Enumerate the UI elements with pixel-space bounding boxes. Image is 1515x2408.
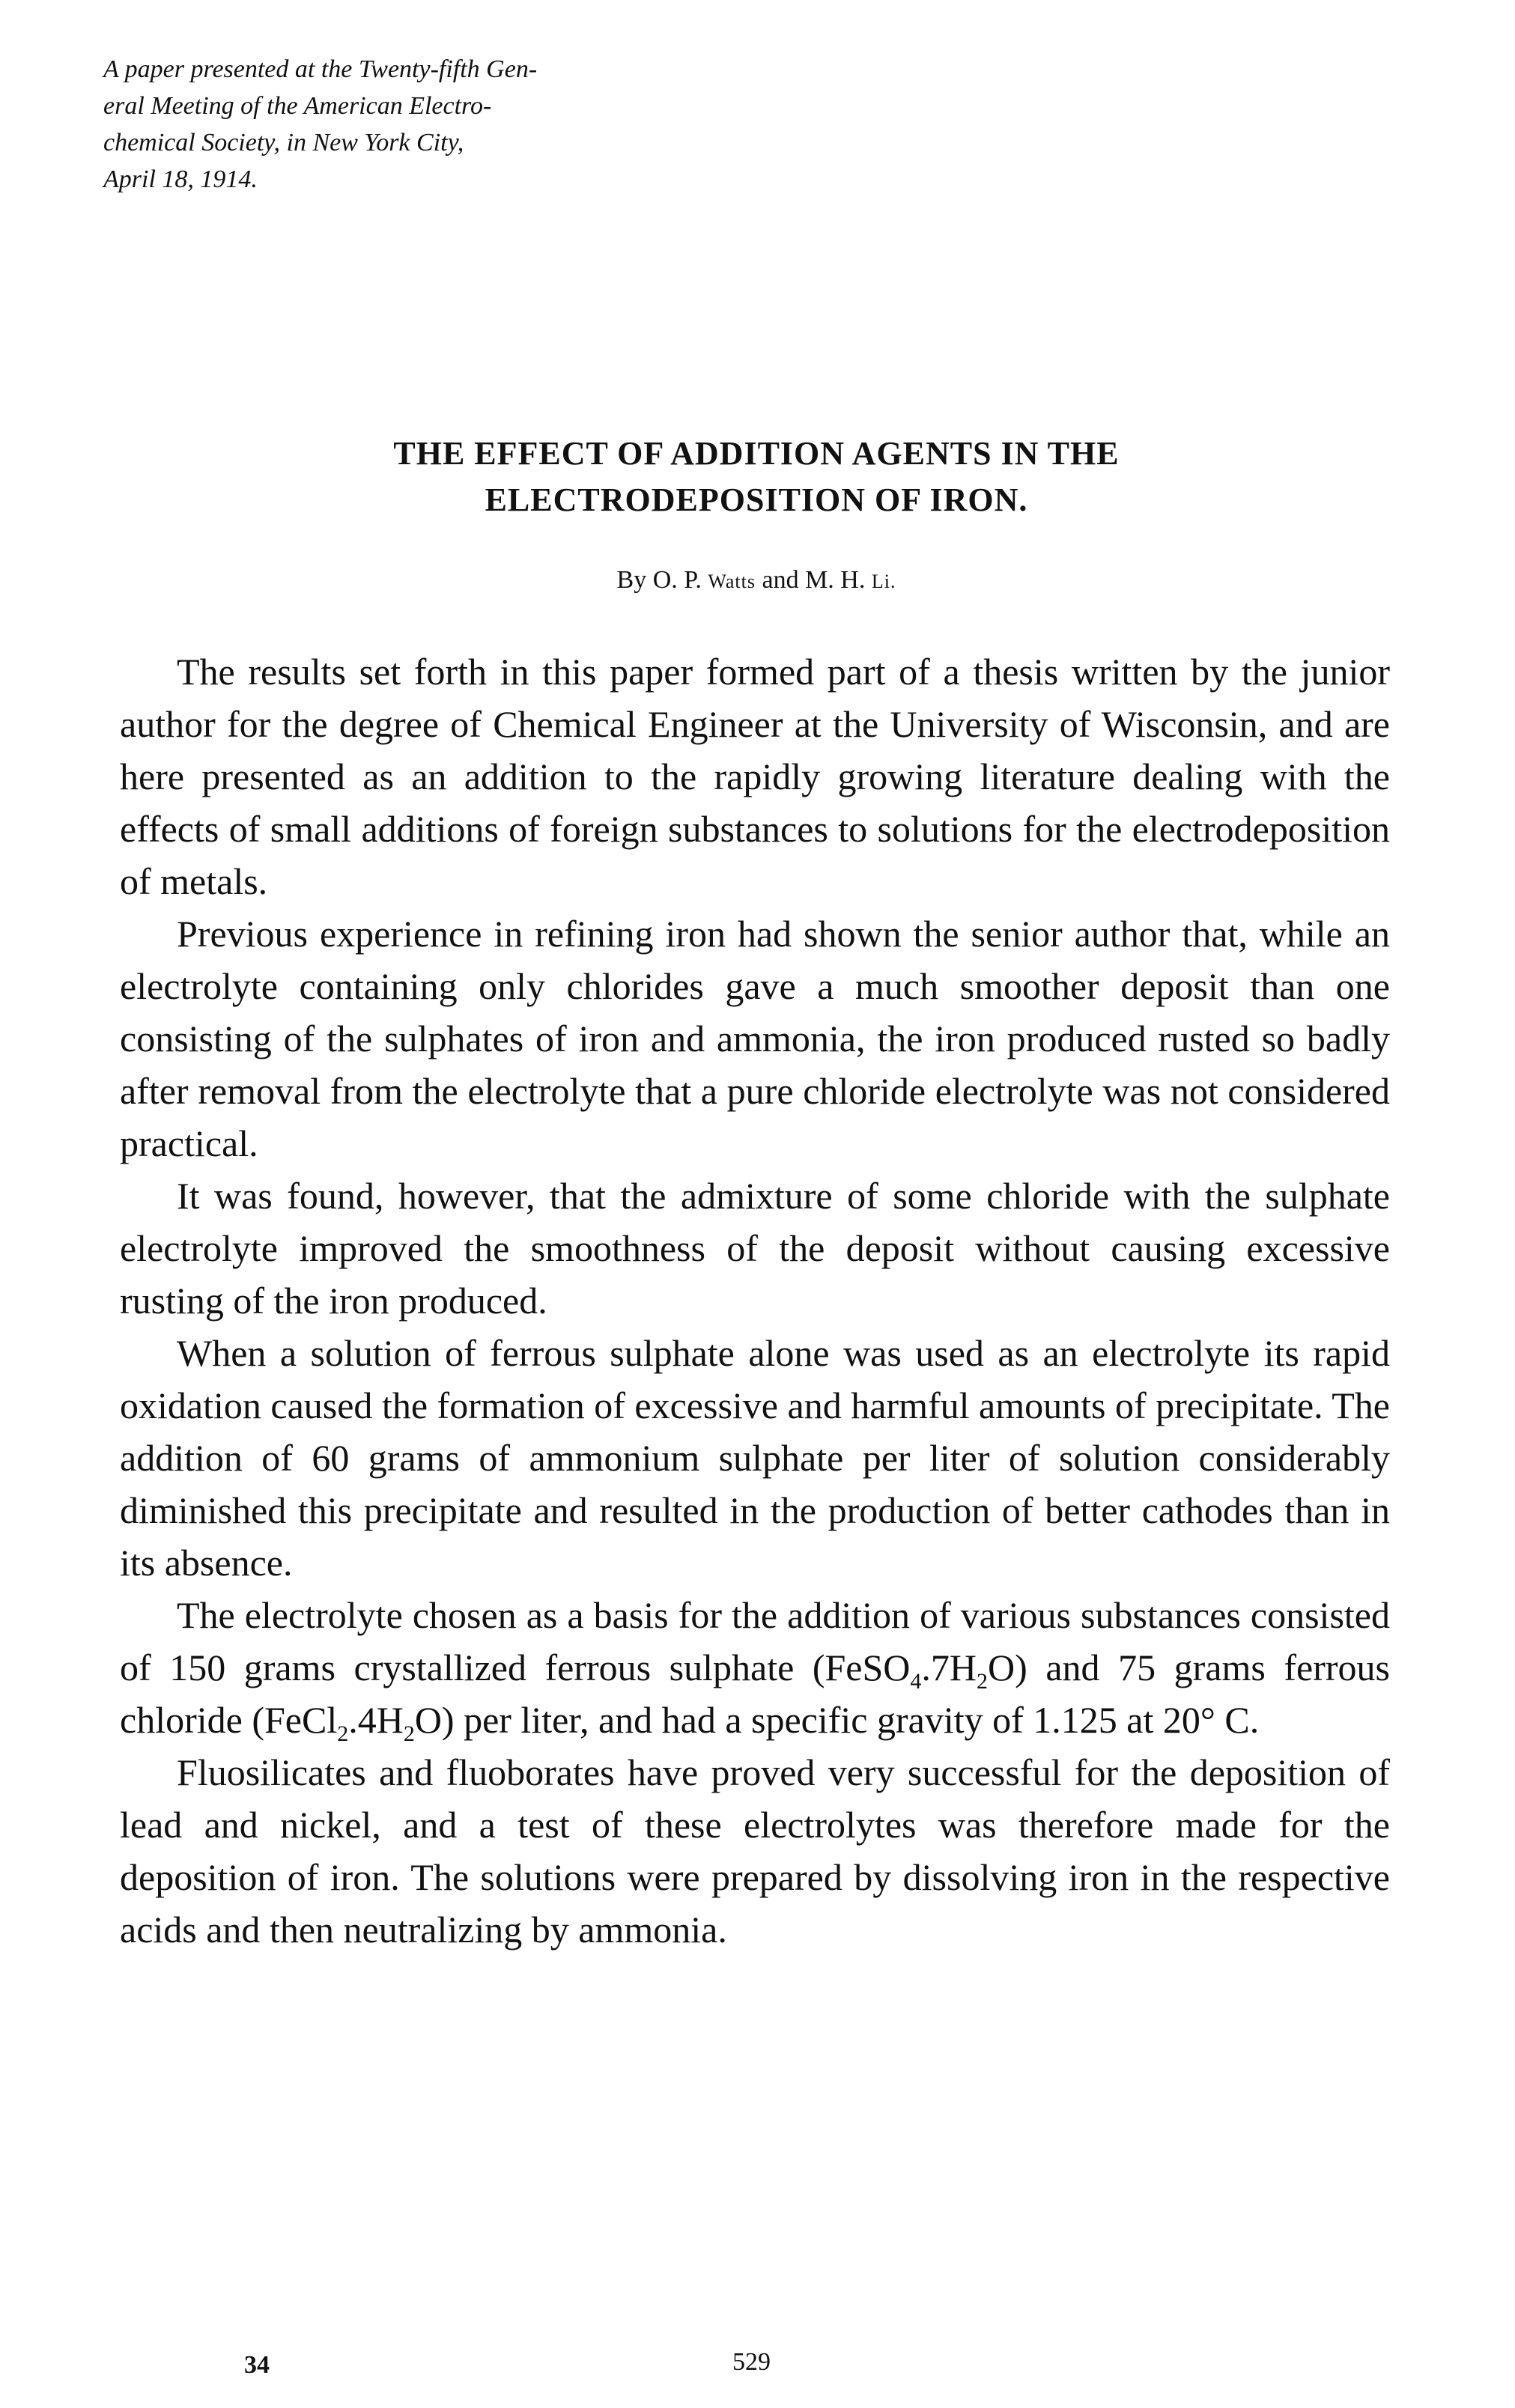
byline-by: By [616, 566, 647, 594]
note-line: chemical Society, in New York City, [103, 129, 464, 156]
text-run: O) and 75 grams ferrous chloride (FeCl [120, 1647, 1390, 1741]
subscript: 2 [337, 1721, 349, 1746]
author-1-initials: O. P. [652, 566, 702, 594]
byline-and: and [762, 566, 799, 594]
subscript: 2 [403, 1721, 415, 1746]
paragraph-3: It was found, however, that the admixture of some chloride with the sulphate electrolyte improved the smoothness of the deposit without causing excessive rusting of the iron produced. [120, 1175, 1390, 1322]
subscript: 4 [910, 1669, 922, 1694]
note-line: A paper presented at the Twenty-fifth Gen- [103, 55, 538, 83]
signature-number: 34 [244, 2351, 270, 2379]
author-2-surname: Li. [871, 571, 896, 592]
note-line: April 18, 1914. [103, 165, 258, 193]
paper-title-line-1: THE EFFECT OF ADDITION AGENTS IN THE [393, 435, 1120, 472]
paragraph-1: The results set forth in this paper formed part of a thesis written by the junior author for the degree of Chemical Engineer at the University of Wisconsin, and are here presented as an addition to the rapidly growing literature dealing with the effects of small additions of foreign substances to solutions for the electrodeposition of metals. [120, 651, 1390, 902]
note-line: eral Meeting of the American Electro- [103, 92, 492, 120]
page-number: 529 [732, 2348, 771, 2376]
text-run: The electrolyte chosen as a basis for the addition of various substances consisted of 150 grams crystallized ferrous sulphate (FeSO [120, 1594, 1390, 1688]
author-2-initials: M. H. [805, 566, 866, 594]
paper-title-line-2: ELECTRODEPOSITION OF IRON. [485, 481, 1028, 518]
paragraph-6: Fluosilicates and fluoborates have proved very successful for the deposition of lead and nickel, and a test of these electrolytes was therefore made for the deposition of iron. The solutions were prepared by dissolving iron in the respective acids and then neutralizing by ammonia. [120, 1751, 1390, 1951]
paragraph-5 [120, 1589, 1390, 1746]
paragraph-4: When a solution of ferrous sulphate alone was used as an electrolyte its rapid oxidation caused the formation of excessive and harmful amounts of precipitate. The addition of 60 grams of ammonium sulphate per liter of solution considerably diminished this precipitate and resulted in the production of better cathodes than in its absence. [120, 1332, 1390, 1584]
text-run: .7H [921, 1647, 977, 1688]
text-run: .4H [348, 1699, 404, 1741]
presentation-note [103, 51, 762, 198]
author-1-surname: Watts [708, 571, 756, 592]
article-body [120, 645, 1390, 1956]
paragraph-2: Previous experience in refining iron had shown the senior author that, while an electrolyte containing only chlorides gave a much smoother deposit than one consisting of the sulphates of iron and ammonia, the iron produced rusted so badly after removal from the electrolyte that a pure chloride electrolyte was not considered practical. [120, 913, 1390, 1164]
subscript: 2 [977, 1669, 989, 1694]
text-run: O) per liter, and had a specific gravity of 1.125 at 20° C. [414, 1699, 1260, 1741]
byline [120, 566, 1393, 595]
